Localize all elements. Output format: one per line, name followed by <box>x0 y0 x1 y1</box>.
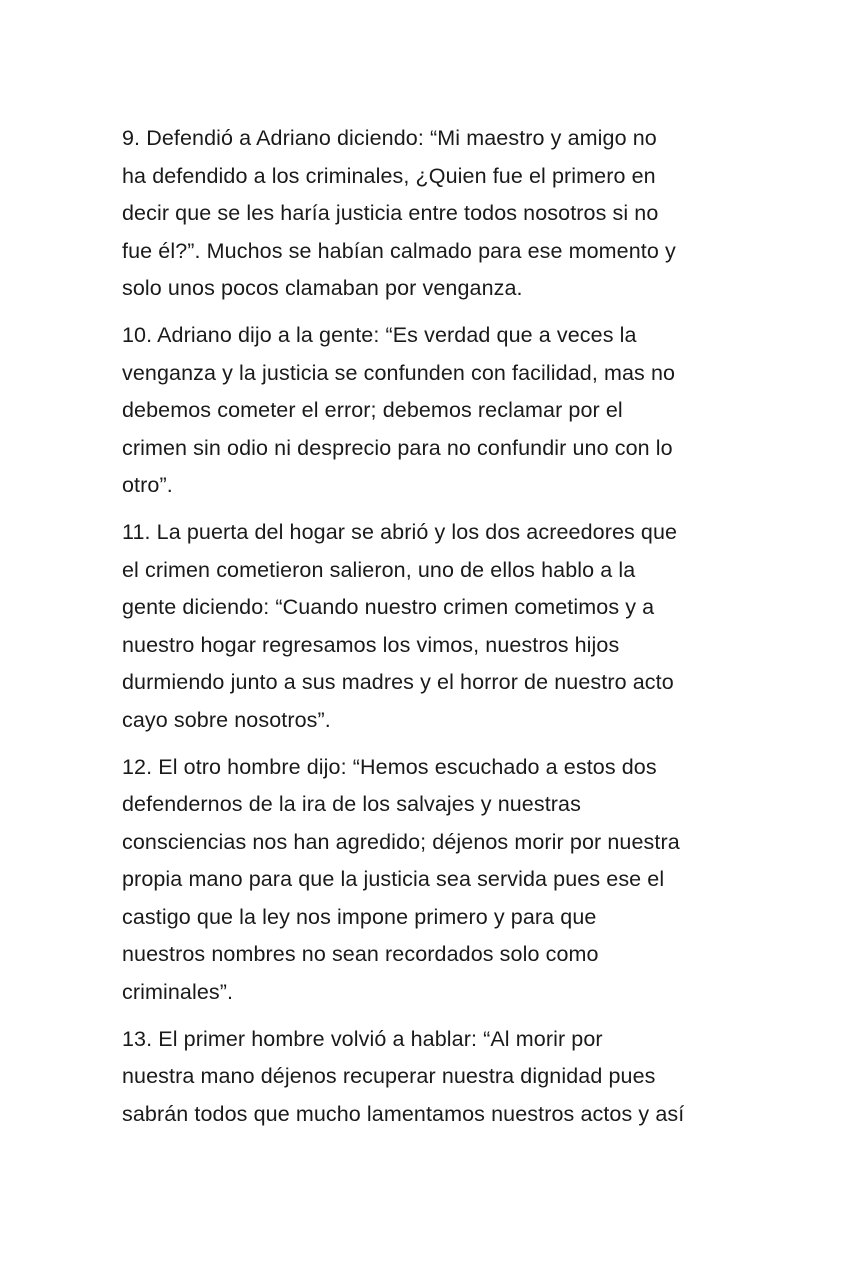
text-line: 11. La puerta del hogar se abrió y los dos acreedores que <box>122 519 678 544</box>
text-line: cayo sobre nosotros”. <box>122 707 331 732</box>
text-line: 9. Defendió a Adriano diciendo: “Mi maestro y amigo no <box>122 126 657 150</box>
text-line: nuestros nombres no sean recordados solo como <box>122 942 599 967</box>
text-line: fue él?”. Muchos se habían calmado para ese momento y <box>122 238 676 263</box>
text-line: nuestra mano déjenos recuperar nuestra dignidad pues <box>122 1064 656 1089</box>
paragraph-12 <box>122 749 732 1012</box>
paragraph-13 <box>122 1021 732 1134</box>
text-line: otro”. <box>122 473 173 498</box>
text-line: debemos cometer el error; debemos reclamar por el <box>122 398 623 423</box>
text-line: consciencias nos han agredido; déjenos morir por nuestra <box>122 829 680 854</box>
text-line: 12. El otro hombre dijo: “Hemos escuchado a estos dos <box>122 754 657 779</box>
text-line: el crimen cometieron salieron, uno de ellos hablo a la <box>122 557 636 582</box>
paragraph-11 <box>122 514 732 740</box>
text-line: 10. Adriano dijo a la gente: “Es verdad que a veces la <box>122 322 637 347</box>
text-line: decir que se les haría justicia entre todos nosotros si no <box>122 201 659 226</box>
text-line: gente diciendo: “Cuando nuestro crimen cometimos y a <box>122 595 655 620</box>
text-line: defendernos de la ira de los salvajes y nuestras <box>122 792 581 817</box>
text-line: ha defendido a los criminales, ¿Quien fue el primero en <box>122 163 656 188</box>
text-line: nuestro hogar regresamos los vimos, nuestros hijos <box>122 632 620 657</box>
text-line: durmiendo junto a sus madres y el horror de nuestro acto <box>122 670 674 695</box>
text-line: criminales”. <box>122 980 234 1005</box>
text-line: crimen sin odio ni desprecio para no confundir uno con lo <box>122 435 673 460</box>
text-line: sabrán todos que mucho lamentamos nuestros actos y así <box>122 1101 685 1126</box>
text-line: propia mano para que la justicia sea servida pues ese el <box>122 867 665 892</box>
paragraph-10 <box>122 317 732 505</box>
text-line: venganza y la justicia se confunden con facilidad, mas no <box>122 360 676 385</box>
paragraph-9 <box>122 120 732 308</box>
text-line: 13. El primer hombre volvió a hablar: “Al morir por <box>122 1026 603 1051</box>
document-body <box>122 120 732 1142</box>
text-line: solo unos pocos clamaban por venganza. <box>122 276 523 301</box>
text-line: castigo que la ley nos impone primero y para que <box>122 904 597 929</box>
